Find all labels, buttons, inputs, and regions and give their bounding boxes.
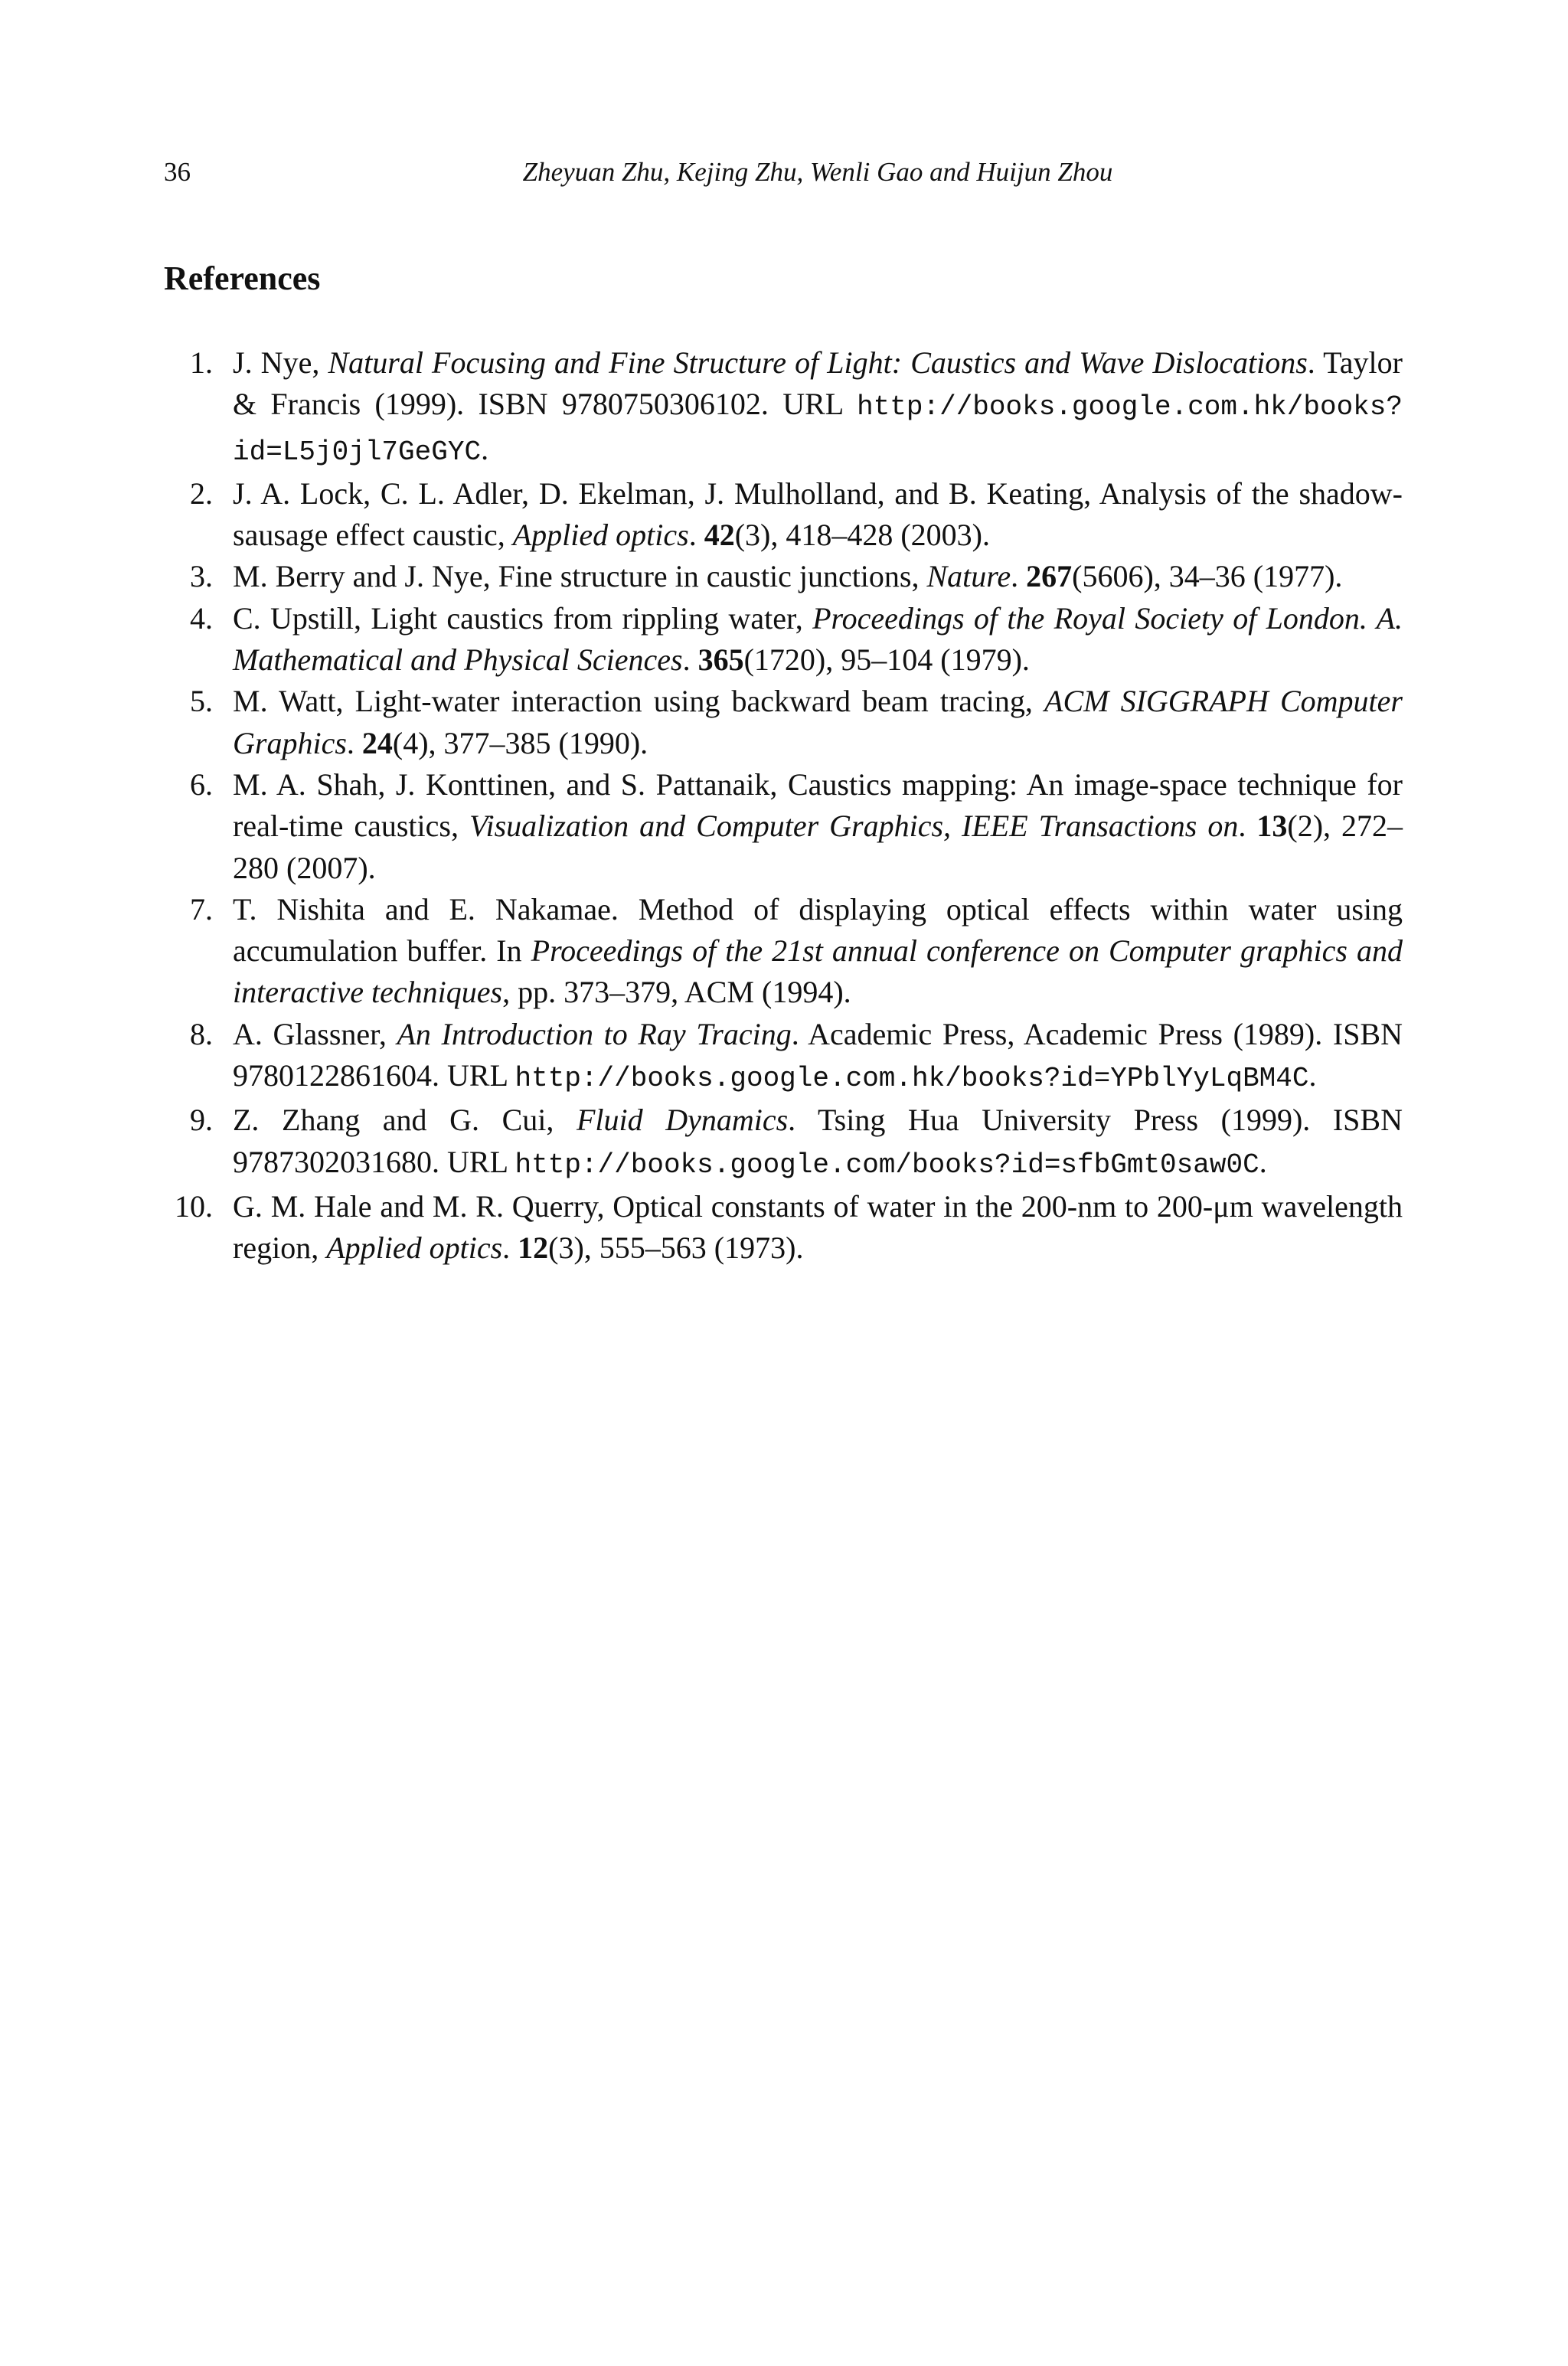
reference-details: (3), 555–563 (1973).: [548, 1230, 804, 1266]
reference-item: [164, 1100, 1403, 1186]
reference-url: http://books.google.com.hk/books?id=L5j0jl7GeGYC: [233, 391, 1403, 468]
reference-number: 2.: [190, 475, 213, 511]
reference-item: [164, 1186, 1403, 1270]
reference-details: . Tsing Hua University Press (1999). ISBN 9787302031680. URL: [233, 1103, 1403, 1179]
reference-authors: J. A. Lock, C. L. Adler, D. Ekelman, J. Mulholland, and B. Keating, Analysis of the shadow-sausage effect caustic,: [233, 475, 1403, 553]
reference-item: [164, 1014, 1403, 1100]
reference-number: 5.: [190, 684, 213, 719]
reference-journal: Proceedings of the Royal Society of London. A. Mathematical and Physical Sciences: [233, 600, 1403, 678]
reference-number: 9.: [190, 1103, 213, 1138]
reference-authors: C. Upstill, Light caustics from rippling water,: [233, 600, 813, 636]
reference-journal: Nature: [926, 559, 1011, 594]
reference-item: [164, 764, 1403, 889]
reference-url: http://books.google.com.hk/books?id=YPblYyLqBM4C: [514, 1063, 1309, 1095]
reference-sep: .: [688, 518, 704, 553]
reference-number: 1.: [190, 345, 213, 380]
reference-volume: 42: [704, 518, 735, 553]
reference-item: [164, 598, 1403, 681]
reference-volume: 365: [697, 642, 744, 678]
reference-authors: T. Nishita and E. Nakamae. Method of displaying optical effects within water using accumulation buffer. In: [233, 891, 1403, 969]
reference-title: Natural Focusing and Fine Structure of Light: Caustics and Wave Dislocations: [328, 345, 1308, 380]
reference-url: http://books.google.com/books?id=sfbGmt0saw0C: [514, 1149, 1259, 1181]
reference-item: [164, 681, 1403, 764]
reference-item: [164, 473, 1403, 557]
reference-details: (3), 418–428 (2003).: [734, 518, 990, 553]
page-number: 36: [164, 157, 191, 187]
reference-authors: A. Glassner,: [233, 1016, 397, 1051]
reference-number: 7.: [190, 891, 213, 926]
reference-volume: 12: [518, 1230, 549, 1266]
reference-authors: M. A. Shah, J. Konttinen, and S. Pattanaik, Caustics mapping: An image-space technique for real-time caustics,: [233, 766, 1403, 844]
reference-sep: .: [502, 1230, 518, 1266]
reference-sep: .: [1011, 559, 1027, 594]
reference-authors: G. M. Hale and M. R. Querry, Optical constants of water in the 200-nm to 200-μm wavelength region,: [233, 1188, 1403, 1266]
page-header: [164, 157, 1403, 203]
reference-journal: Applied optics: [326, 1230, 503, 1266]
reference-sep: .: [682, 642, 698, 678]
reference-authors: M. Berry and J. Nye, Fine structure in caustic junctions,: [233, 559, 927, 594]
reference-details: (4), 377–385 (1990).: [392, 725, 648, 760]
reference-number: 10.: [175, 1188, 213, 1224]
reference-title: An Introduction to Ray Tracing: [397, 1016, 792, 1051]
reference-authors: M. Watt, Light-water interaction using backward beam tracing,: [233, 684, 1045, 719]
reference-number: 8.: [190, 1016, 213, 1051]
reference-item: [164, 556, 1403, 597]
reference-end: .: [1259, 1144, 1267, 1179]
reference-end: .: [481, 431, 489, 466]
reference-item: [164, 889, 1403, 1014]
reference-details: (2), 272–280 (2007).: [233, 809, 1403, 885]
reference-journal: Proceedings of the 21st annual conference on Computer graphics and interactive techniques: [233, 933, 1403, 1010]
reference-volume: 267: [1026, 559, 1073, 594]
reference-authors: Z. Zhang and G. Cui,: [233, 1103, 577, 1138]
reference-number: 3.: [190, 559, 213, 594]
reference-sep: .: [1238, 809, 1257, 844]
reference-item: [164, 342, 1403, 473]
reference-details: (1720), 95–104 (1979).: [743, 642, 1030, 678]
reference-title: Fluid Dynamics: [576, 1103, 789, 1138]
running-head: Zheyuan Zhu, Kejing Zhu, Wenli Gao and Huijun Zhou: [522, 157, 1113, 187]
section-title: References: [164, 260, 321, 297]
reference-details: (5606), 34–36 (1977).: [1072, 559, 1343, 594]
reference-details: . Academic Press, Academic Press (1989). ISBN 9780122861604. URL: [233, 1016, 1403, 1093]
reference-journal: ACM SIGGRAPH Computer Graphics: [233, 684, 1403, 760]
reference-journal: Applied optics: [512, 518, 689, 553]
reference-volume: 24: [361, 725, 393, 760]
reference-volume: 13: [1256, 809, 1288, 844]
reference-number: 4.: [190, 600, 213, 636]
reference-number: 6.: [190, 766, 213, 802]
reference-end: .: [1308, 1058, 1317, 1093]
reference-authors: J. Nye,: [233, 345, 328, 380]
reference-details: , pp. 373–379, ACM (1994).: [502, 975, 851, 1010]
reference-sep: .: [346, 725, 362, 760]
reference-details: . Taylor & Francis (1999). ISBN 9780750306102. URL: [233, 345, 1403, 422]
reference-list: [164, 342, 1403, 1270]
reference-journal: Visualization and Computer Graphics, IEEE Transactions on: [469, 809, 1239, 844]
